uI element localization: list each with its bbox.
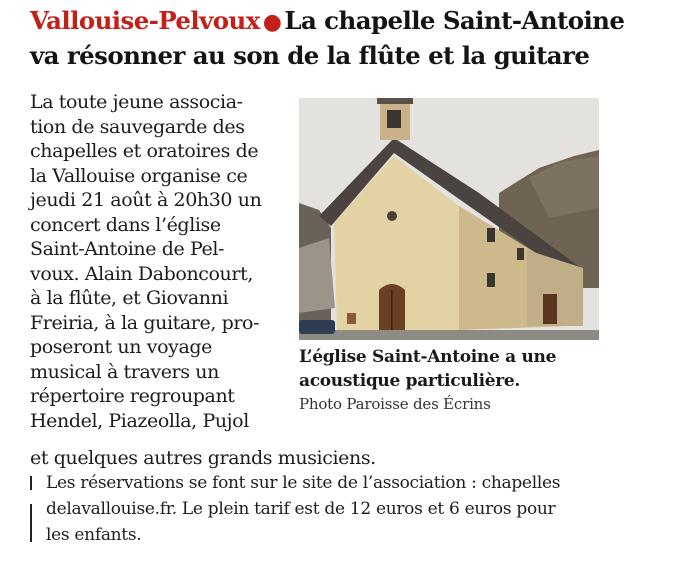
body-line: musical à travers un (30, 360, 219, 383)
body-line: répertoire regroupant (30, 385, 235, 407)
note-line: les enfants. (46, 525, 142, 545)
note-rule-bottom (30, 504, 32, 542)
body-line: à la flûte, et Giovanni (30, 287, 229, 309)
body-line: voux. Alain Daboncourt, (30, 262, 253, 285)
body-line-full-width: et quelques autres grands musiciens. (30, 447, 376, 469)
note-text (46, 470, 650, 548)
photo-credit: Photo Paroisse des Écrins (299, 395, 491, 413)
caption-line-1: L’église Saint-Antoine a une (299, 347, 557, 367)
body-line: chapelles et oratoires de (30, 140, 259, 162)
body-line: la Vallouise organise ce (30, 164, 248, 187)
body-line: concert dans l’église (30, 213, 221, 236)
body-line: poseront un voyage (30, 336, 212, 358)
note-line: Les réservations se font sur le site de l’association : chapelles (46, 473, 561, 493)
body-line: tion de sauvegarde des (30, 115, 245, 138)
headline-line-1 (30, 4, 680, 39)
body-line: Freiria, à la guitare, pro- (30, 311, 260, 334)
caption-line-2: acoustique particulière. (299, 371, 521, 391)
headline-title-part-2: va résonner au son de la flûte et la guitare (30, 41, 590, 70)
article-body-column (30, 90, 290, 433)
note-rule-top (30, 476, 32, 490)
chapel-photo (299, 98, 599, 340)
headline-title-part-1: La chapelle Saint-Antoine (284, 6, 625, 35)
reservation-note (30, 470, 650, 548)
location-kicker: Vallouise-Pelvoux (30, 6, 260, 35)
body-line: jeudi 21 août à 20h30 un (30, 189, 262, 211)
article-headline (30, 4, 680, 72)
body-line: Hendel, Piazeolla, Pujol (30, 409, 249, 432)
note-line: delavallouise.fr. Le plein tarif est de 12 euros et 6 euros pour (46, 499, 556, 519)
body-line: Saint-Antoine de Pel- (30, 238, 225, 260)
body-line: La toute jeune associa- (30, 91, 243, 113)
bullet-icon: ● (262, 9, 282, 35)
photo-caption (299, 345, 599, 415)
